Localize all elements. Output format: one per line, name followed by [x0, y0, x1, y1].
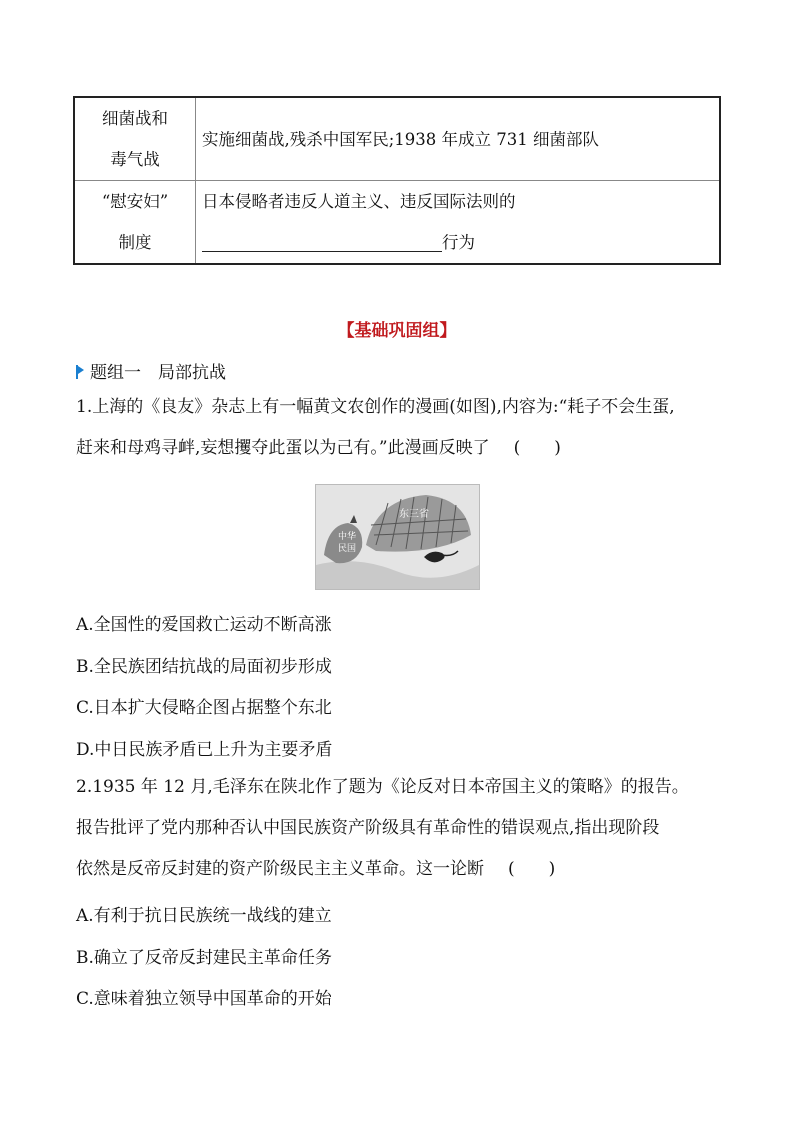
answer-paren[interactable]: ( ) [508, 859, 556, 879]
q1-option-c[interactable]: C.日本扩大侵略企图占据整个东北 [76, 698, 332, 718]
desc-cell [196, 181, 721, 265]
section-title: 【基础巩固组】 [337, 321, 457, 341]
q2-option-c[interactable]: C.意味着独立领导中国革命的开始 [76, 989, 332, 1009]
flag-icon [76, 365, 84, 379]
q2-option-b[interactable]: B.确立了反帝反封建民主革命任务 [76, 948, 332, 968]
history-table [73, 96, 721, 265]
group-title [76, 358, 226, 383]
group-title-text: 题组一 局部抗战 [90, 363, 226, 383]
question-text: 依然是反帝反封建的资产阶级民主主义革命。这一论断 [76, 859, 484, 879]
q1-option-d[interactable]: D.中日民族矛盾已上升为主要矛盾 [76, 740, 333, 760]
desc-line: 日本侵略者违反人道主义、违反国际法则的 [202, 192, 516, 211]
question-1-line-1: 1.上海的《良友》杂志上有一幅黄文农创作的漫画(如图),内容为:“耗子不会生蛋, [76, 397, 675, 417]
desc-cell [196, 97, 721, 181]
hen-label: 中华民国 [338, 532, 357, 554]
question-text: 赶来和母鸡寻衅,妄想攫夺此蛋以为己有。”此漫画反映了 [76, 438, 490, 458]
term-line: 毒气战 [110, 150, 160, 169]
desc-line: 实施细菌战,残杀中国军民;1938 年成立 731 细菌部队 [202, 129, 600, 149]
answer-blank[interactable] [202, 231, 442, 252]
q2-option-a[interactable]: A.有利于抗日民族统一战线的建立 [76, 906, 332, 926]
answer-paren[interactable]: ( ) [513, 438, 561, 458]
question-2-line-3 [76, 849, 726, 890]
table-row [74, 181, 720, 265]
term-cell [74, 97, 196, 181]
term-cell [74, 181, 196, 265]
term-line: 细菌战和 [102, 109, 168, 128]
q1-option-a[interactable]: A.全国性的爱国救亡运动不断高涨 [76, 615, 332, 635]
question-2-line-2: 报告批评了党内那种否认中国民族资产阶级具有革命性的错误观点,指出现阶段 [76, 818, 660, 838]
question-1-line-2 [76, 428, 726, 469]
term-line: “慰安妇” [101, 192, 169, 211]
desc-line [202, 222, 719, 263]
question-2-line-1: 2.1935 年 12 月,毛泽东在陕北作了题为《论反对日本帝国主义的策略》的报告。 [76, 777, 689, 797]
q1-option-b[interactable]: B.全民族团结抗战的局面初步形成 [76, 657, 332, 677]
nest-label: 东三省 [399, 509, 429, 520]
cartoon-image [315, 484, 480, 590]
term-line: 制度 [118, 233, 152, 252]
table-row [74, 97, 720, 181]
desc-suffix: 行为 [442, 233, 475, 252]
